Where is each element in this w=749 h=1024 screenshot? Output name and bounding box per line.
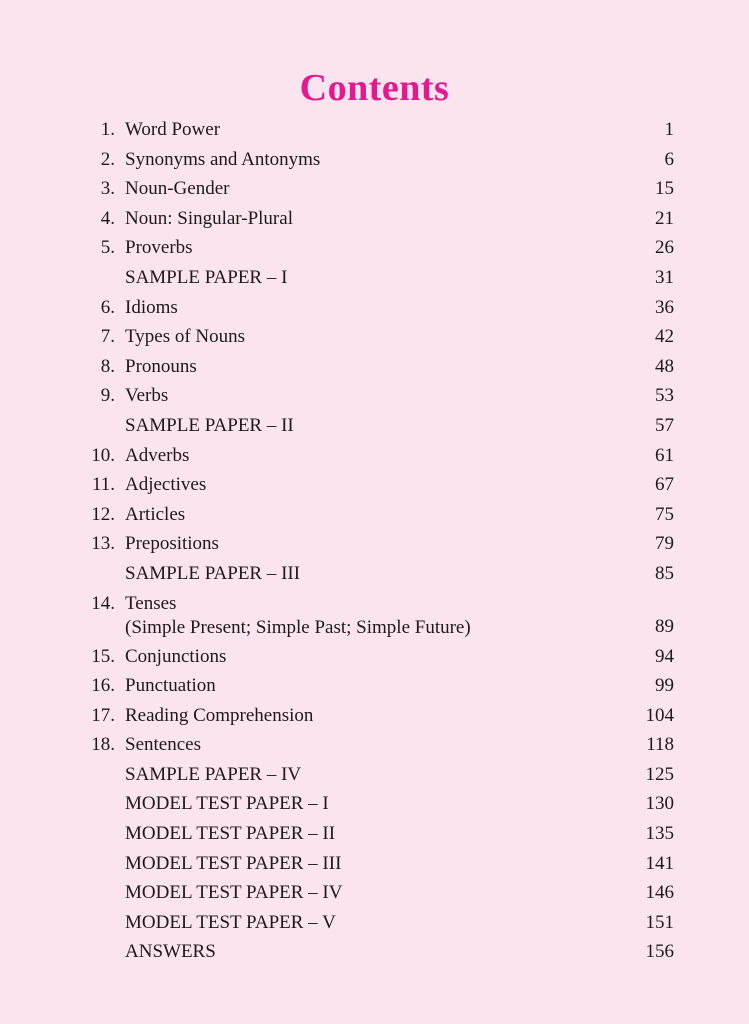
toc-entry-label: [125, 908, 336, 938]
toc-entry-page-number: 130: [645, 793, 674, 815]
toc-entry-number: 1.: [100, 119, 115, 140]
toc-entry-label: [125, 411, 294, 441]
toc-entry-page-number: 21: [655, 207, 674, 229]
toc-entry-page-number: 99: [655, 675, 674, 697]
toc-entry-label: [125, 701, 313, 731]
toc-entry-title: SAMPLE PAPER – III: [125, 562, 301, 584]
toc-entry-label: [125, 878, 342, 908]
toc-entry-title: MODEL TEST PAPER – IV: [125, 882, 343, 904]
toc-entry-label: [125, 760, 301, 790]
toc-entry-number: 9.: [100, 385, 115, 407]
toc-entry-label: [125, 293, 178, 323]
toc-entry: [0, 559, 749, 589]
toc-entry-page-number: 57: [655, 414, 674, 436]
toc-entry-label: [125, 592, 471, 640]
toc-entry-page-number: 104: [645, 704, 674, 726]
toc-entry-label: [125, 642, 226, 672]
toc-entry-page-number: 156: [645, 941, 674, 963]
toc-entry-page-number: 146: [645, 882, 674, 904]
toc-entry-title: Punctuation: [125, 675, 216, 697]
toc-entry-title: MODEL TEST PAPER – V: [125, 911, 336, 933]
toc-entry-number: 10.: [91, 444, 115, 466]
toc-entry-title: Reading Comprehension: [125, 704, 314, 726]
toc-entry: [0, 701, 749, 731]
toc-entry-number: 3.: [100, 178, 115, 200]
toc-entry-page-number: 6: [664, 148, 674, 170]
toc-entry-title: Conjunctions: [125, 645, 227, 667]
toc-entry-title: ANSWERS: [125, 941, 216, 963]
toc-entry-subtitle: (Simple Present; Simple Past; Simple Future): [125, 616, 471, 638]
toc-entry-number: 11.: [91, 474, 115, 496]
toc-entry-label: [125, 204, 293, 234]
toc-entry-label: [125, 937, 216, 967]
toc-entry-page-number: 67: [655, 474, 674, 496]
toc-entry-label: [125, 322, 245, 352]
toc-entry-number: 15.: [91, 645, 115, 667]
toc-entry-label: [125, 381, 168, 411]
toc-entry-label: [125, 529, 219, 559]
toc-entry-page-number: 36: [655, 296, 674, 318]
toc-entry-title: Tenses: [125, 592, 177, 614]
toc-entry-page-number: 1: [664, 119, 674, 140]
toc-entry: [0, 730, 749, 760]
toc-entry-page-number: 89: [655, 615, 674, 637]
toc-entry-page-number: 15: [655, 178, 674, 200]
toc-entry-label: [125, 352, 197, 382]
toc-entry-label: [125, 730, 201, 760]
toc-entry: [0, 381, 749, 411]
toc-entry-title: Idioms: [125, 296, 178, 318]
toc-entry-number: 4.: [100, 207, 115, 229]
toc-entry: [0, 878, 749, 908]
toc-entry-label: [125, 233, 193, 263]
page-title: Contents: [299, 67, 450, 109]
toc-entry: [0, 529, 749, 559]
toc-entry-title: Verbs: [125, 385, 169, 407]
toc-entry-number: 13.: [91, 533, 115, 555]
toc-entry-page-number: 42: [655, 326, 674, 348]
toc-entry-label: [125, 115, 220, 145]
toc-entry-title: Types of Nouns: [125, 326, 246, 348]
toc-entry-label: [125, 559, 300, 589]
toc-entry: [0, 115, 749, 145]
toc-entry-number: 2.: [100, 148, 115, 170]
toc-entry-title: SAMPLE PAPER – II: [125, 414, 294, 436]
toc-entry-page-number: 85: [655, 562, 674, 584]
toc-entry-label: [125, 263, 287, 293]
toc-entry-page-number: 141: [645, 852, 674, 874]
toc-entry: [0, 352, 749, 382]
toc-entry-page-number: 48: [655, 355, 674, 377]
toc-entry: [0, 642, 749, 672]
toc-entry-title: MODEL TEST PAPER – I: [125, 793, 329, 815]
toc-entry-title: Sentences: [125, 734, 201, 756]
toc-entry-title: MODEL TEST PAPER – II: [125, 823, 336, 845]
toc-entry: [0, 589, 749, 642]
toc-entry-page-number: 151: [645, 911, 674, 933]
toc-entry: [0, 145, 749, 175]
toc-entry: [0, 937, 749, 967]
toc-entry-label: [125, 789, 329, 819]
toc-entry: [0, 263, 749, 293]
toc-entry-page-number: 31: [655, 266, 674, 288]
toc-entry: [0, 470, 749, 500]
toc-entry: [0, 411, 749, 441]
toc-entry-page-number: 75: [655, 503, 674, 525]
toc-entry: [0, 849, 749, 879]
toc-entry: [0, 760, 749, 790]
toc-entry-number: 8.: [100, 355, 115, 377]
toc-entry-page-number: 61: [655, 444, 674, 466]
toc-entry-page-number: 53: [655, 385, 674, 407]
table-of-contents: [0, 115, 749, 967]
toc-entry-title: Synonyms and Antonyms: [125, 148, 321, 170]
toc-entry-page-number: 79: [655, 533, 674, 555]
toc-entry: [0, 204, 749, 234]
toc-entry-number: 5.: [100, 237, 115, 259]
toc-entry-title: Word Power: [125, 119, 221, 140]
toc-entry-number: 12.: [91, 503, 115, 525]
toc-entry-label: [125, 441, 189, 471]
toc-entry-title: SAMPLE PAPER – IV: [125, 763, 302, 785]
toc-entry-label: [125, 671, 216, 701]
toc-entry-number: 16.: [91, 675, 115, 697]
toc-entry: [0, 174, 749, 204]
toc-entry-number: 17.: [91, 704, 115, 726]
toc-entry-page-number: 94: [655, 645, 674, 667]
toc-entry-title: Noun-Gender: [125, 178, 230, 200]
toc-entry-title: Noun: Singular-Plural: [125, 207, 293, 229]
toc-entry-number: 7.: [100, 326, 115, 348]
toc-entry-page-number: 135: [645, 823, 674, 845]
toc-entry-title: MODEL TEST PAPER – III: [125, 852, 342, 874]
toc-entry: [0, 671, 749, 701]
toc-entry-title: Adverbs: [125, 444, 190, 466]
toc-entry-label: [125, 819, 335, 849]
toc-entry: [0, 500, 749, 530]
toc-entry-number: 18.: [91, 734, 115, 756]
toc-entry-title: Pronouns: [125, 355, 197, 377]
toc-entry-label: [125, 500, 185, 530]
toc-entry-label: [125, 849, 341, 879]
toc-entry: [0, 441, 749, 471]
toc-entry: [0, 789, 749, 819]
toc-entry-title: SAMPLE PAPER – I: [125, 266, 288, 288]
toc-entry: [0, 819, 749, 849]
toc-entry-page-number: 118: [646, 734, 674, 756]
toc-entry-label: [125, 145, 320, 175]
toc-entry-label: [125, 174, 229, 204]
toc-entry-title: Adjectives: [125, 474, 207, 496]
toc-entry: [0, 233, 749, 263]
toc-entry-page-number: 125: [645, 763, 674, 785]
toc-entry: [0, 322, 749, 352]
toc-entry-number: 14.: [91, 592, 115, 614]
toc-entry-number: 6.: [100, 296, 115, 318]
toc-entry: [0, 908, 749, 938]
toc-entry-title: Articles: [125, 503, 186, 525]
toc-entry-label: [125, 470, 206, 500]
toc-entry-title: Prepositions: [125, 533, 219, 555]
toc-entry-page-number: 26: [655, 237, 674, 259]
toc-entry-title: Proverbs: [125, 237, 193, 259]
toc-entry: [0, 293, 749, 323]
